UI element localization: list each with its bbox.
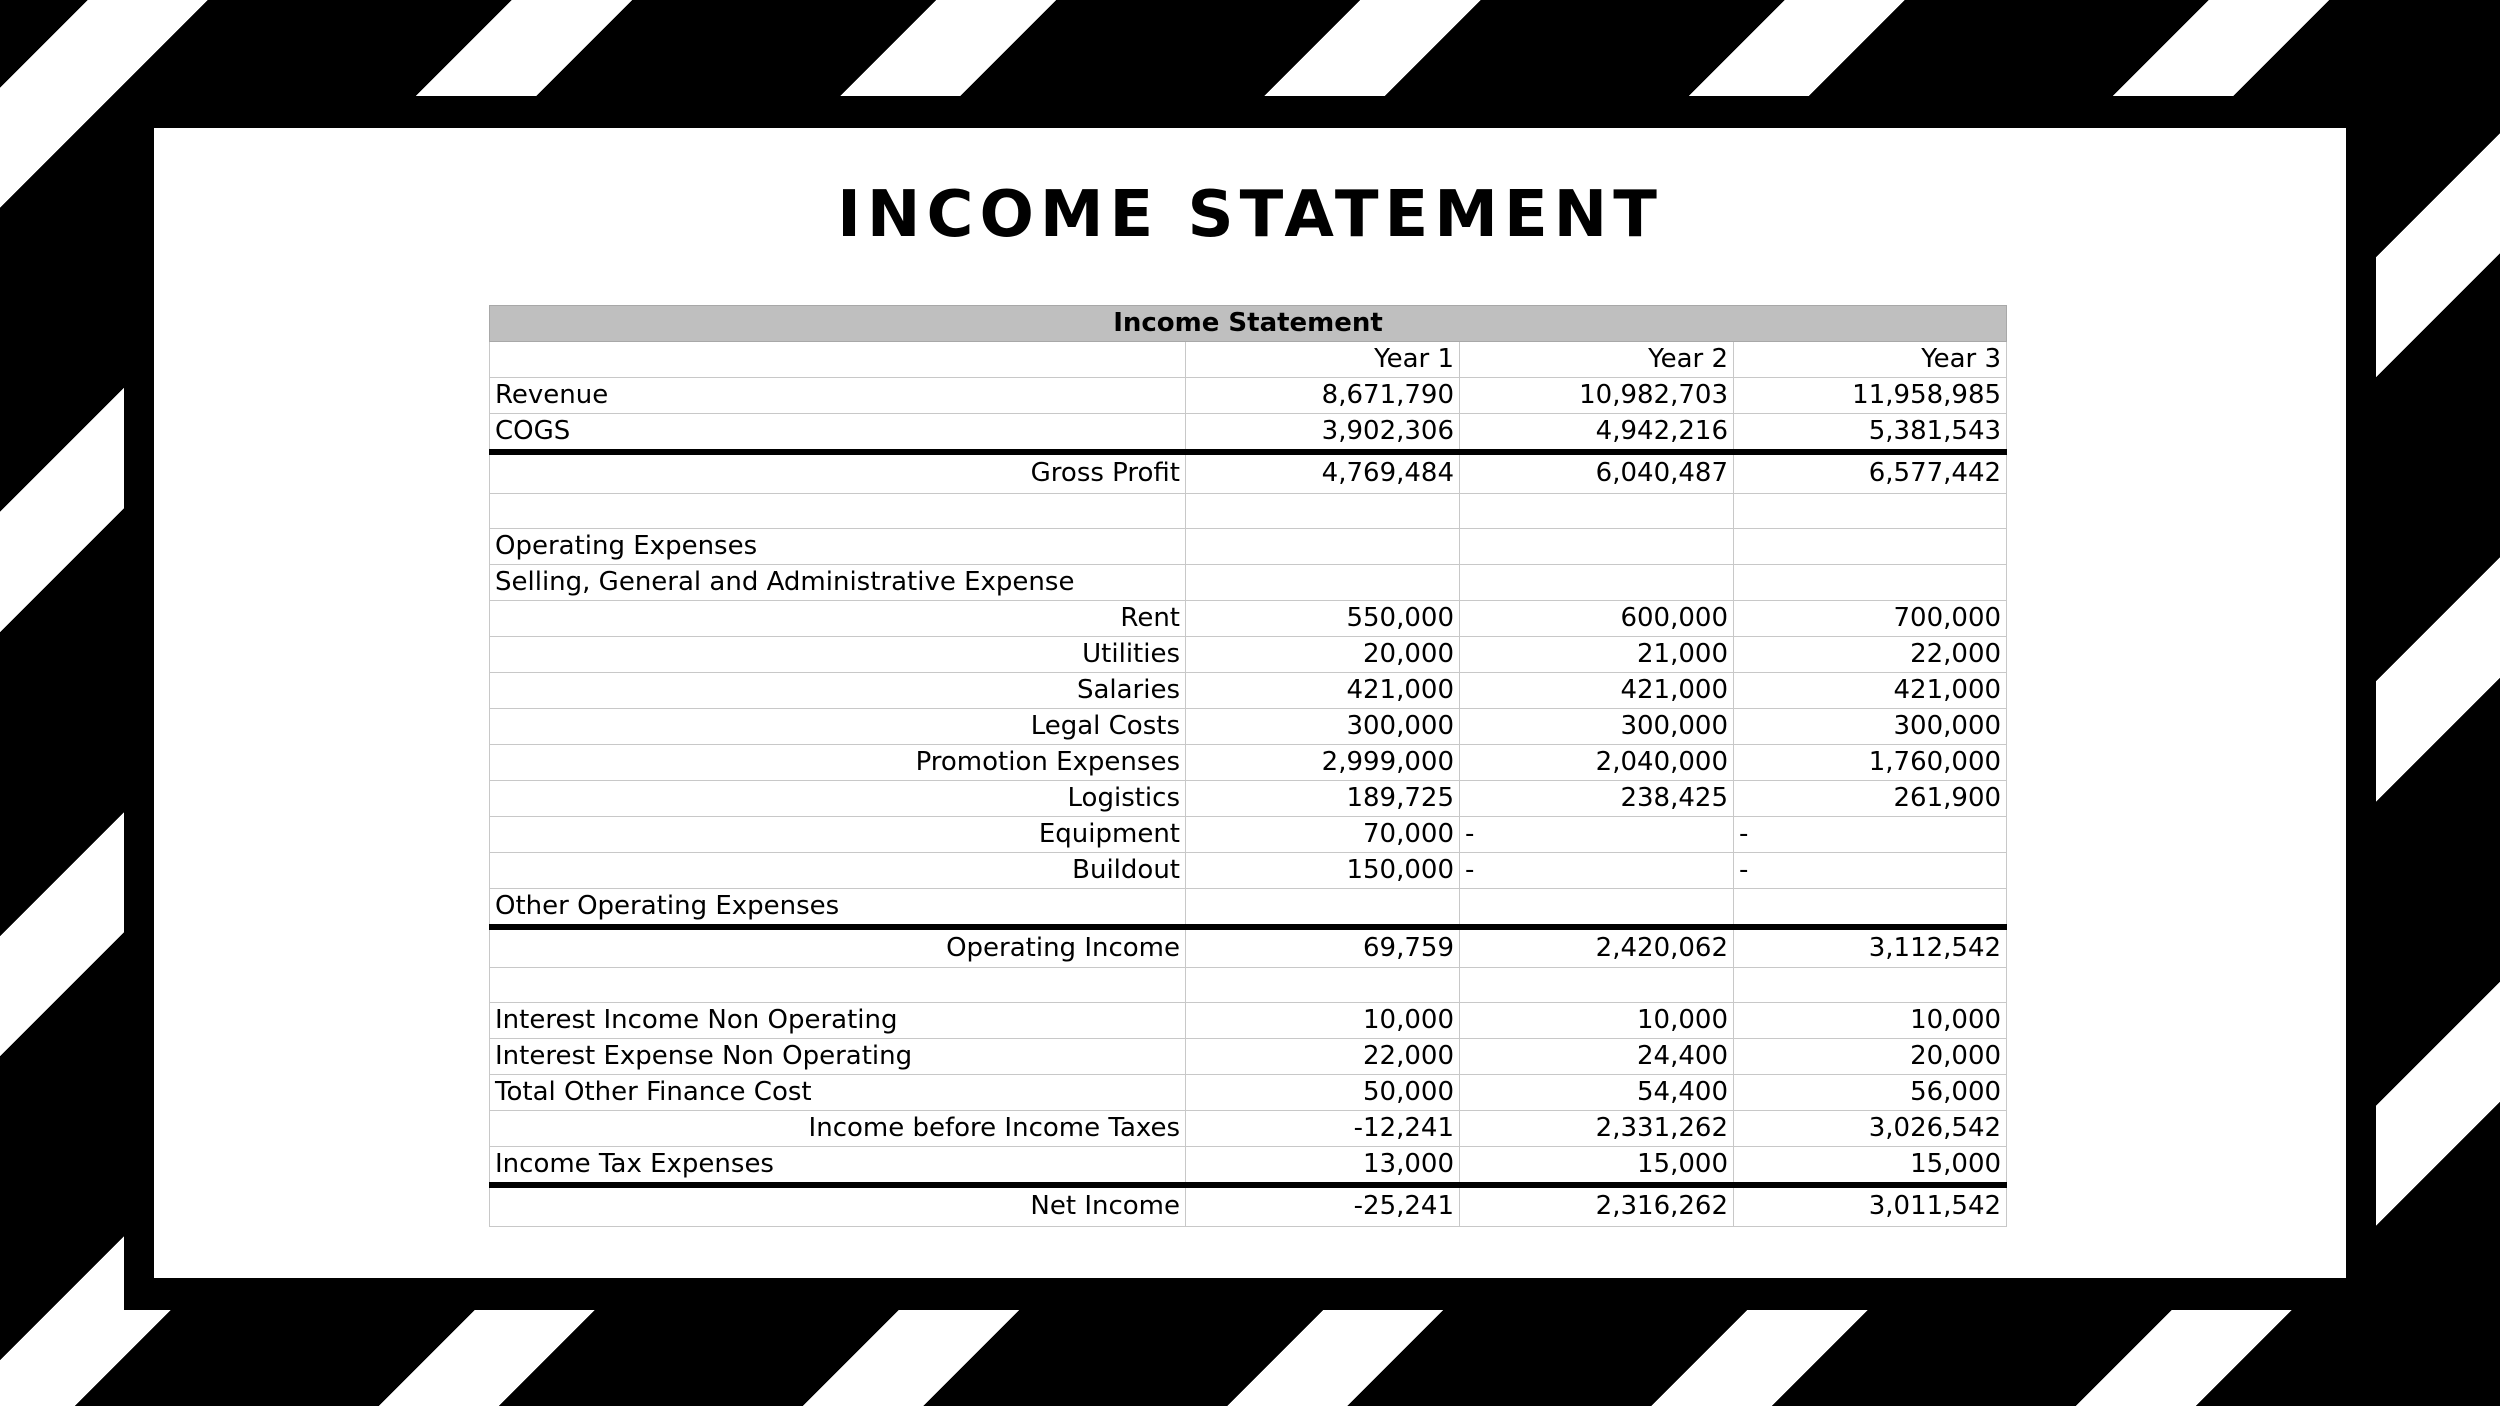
value-cell [1734,564,2007,600]
value-cell [1186,888,1460,927]
value-cell: 50,000 [1186,1075,1460,1111]
row-label: Net Income [490,1185,1186,1226]
value-cell: 189,725 [1186,780,1460,816]
table-caption-row [490,306,2007,342]
table-row [490,528,2007,564]
value-cell: 6,040,487 [1460,452,1734,493]
header-cell: Year 3 [1734,342,2007,378]
table-row [490,708,2007,744]
value-cell: 21,000 [1460,636,1734,672]
value-cell: 10,982,703 [1460,378,1734,414]
value-cell: 20,000 [1734,1039,2007,1075]
value-cell [1734,528,2007,564]
table-row [490,452,2007,493]
row-label: Revenue [490,378,1186,414]
value-cell: 11,958,985 [1734,378,2007,414]
value-cell: 10,000 [1734,1003,2007,1039]
row-label: Income before Income Taxes [490,1111,1186,1147]
value-cell: 2,420,062 [1460,927,1734,968]
value-cell: 70,000 [1186,816,1460,852]
table-row [490,744,2007,780]
row-label: Buildout [490,852,1186,888]
row-label: Interest Income Non Operating [490,1003,1186,1039]
value-cell [1460,528,1734,564]
value-cell: 20,000 [1186,636,1460,672]
table-row [490,888,2007,927]
value-cell: - [1734,852,2007,888]
value-cell: 421,000 [1460,672,1734,708]
table-row [490,816,2007,852]
row-label: Utilities [490,636,1186,672]
value-cell: 6,577,442 [1734,452,2007,493]
value-cell: 700,000 [1734,600,2007,636]
value-cell: 238,425 [1460,780,1734,816]
row-label: Logistics [490,780,1186,816]
value-cell: 22,000 [1734,636,2007,672]
value-cell [1734,888,2007,927]
row-label: Salaries [490,672,1186,708]
table-header-row [490,342,2007,378]
table-row [490,1003,2007,1039]
table-row [490,968,2007,1003]
value-cell: 600,000 [1460,600,1734,636]
value-cell: 3,902,306 [1186,414,1460,453]
value-cell: 300,000 [1734,708,2007,744]
table-row [490,378,2007,414]
value-cell [1460,888,1734,927]
value-cell [1186,968,1460,1003]
value-cell: 15,000 [1460,1147,1734,1186]
header-cell [490,342,1186,378]
value-cell: 8,671,790 [1186,378,1460,414]
value-cell: 4,769,484 [1186,452,1460,493]
row-label: Operating Income [490,927,1186,968]
value-cell: 22,000 [1186,1039,1460,1075]
value-cell: 3,026,542 [1734,1111,2007,1147]
table-row [490,780,2007,816]
row-label [490,968,1186,1003]
row-label: Equipment [490,816,1186,852]
value-cell: 56,000 [1734,1075,2007,1111]
value-cell: 3,011,542 [1734,1185,2007,1226]
row-label: Other Operating Expenses [490,888,1186,927]
row-label: Total Other Finance Cost [490,1075,1186,1111]
row-label: Income Tax Expenses [490,1147,1186,1186]
table-row [490,1147,2007,1186]
header-cell: Year 1 [1186,342,1460,378]
value-cell: 261,900 [1734,780,2007,816]
value-cell [1186,493,1460,528]
value-cell [1460,564,1734,600]
value-cell: - [1734,816,2007,852]
row-label: COGS [490,414,1186,453]
value-cell: 2,999,000 [1186,744,1460,780]
table-row [490,493,2007,528]
value-cell: -12,241 [1186,1111,1460,1147]
value-cell: - [1460,852,1734,888]
value-cell: 2,331,262 [1460,1111,1734,1147]
row-label: Promotion Expenses [490,744,1186,780]
table-row [490,414,2007,453]
row-label: Selling, General and Administrative Expense [490,564,1186,600]
value-cell: 69,759 [1186,927,1460,968]
value-cell: 54,400 [1460,1075,1734,1111]
value-cell: 3,112,542 [1734,927,2007,968]
table-row [490,852,2007,888]
value-cell: -25,241 [1186,1185,1460,1226]
value-cell: 2,040,000 [1460,744,1734,780]
value-cell: 10,000 [1186,1003,1460,1039]
value-cell: 2,316,262 [1460,1185,1734,1226]
value-cell [1186,528,1460,564]
value-cell [1460,968,1734,1003]
row-label: Interest Expense Non Operating [490,1039,1186,1075]
value-cell: 300,000 [1460,708,1734,744]
value-cell [1734,968,2007,1003]
value-cell: 1,760,000 [1734,744,2007,780]
table-row [490,600,2007,636]
table-caption: Income Statement [490,306,2007,342]
table-row [490,564,2007,600]
table-row [490,636,2007,672]
value-cell [1186,564,1460,600]
value-cell: 24,400 [1460,1039,1734,1075]
value-cell: 13,000 [1186,1147,1460,1186]
value-cell: 4,942,216 [1460,414,1734,453]
table-row [490,1111,2007,1147]
table-row [490,672,2007,708]
row-label [490,493,1186,528]
value-cell: 300,000 [1186,708,1460,744]
header-cell: Year 2 [1460,342,1734,378]
value-cell [1460,493,1734,528]
row-label: Legal Costs [490,708,1186,744]
row-label: Gross Profit [490,452,1186,493]
table-row [490,1185,2007,1226]
value-cell: 421,000 [1734,672,2007,708]
value-cell [1734,493,2007,528]
table-row [490,1075,2007,1111]
income-statement-table [489,305,2007,1227]
table-row [490,927,2007,968]
page-title: INCOME STATEMENT [837,178,1663,252]
value-cell: 421,000 [1186,672,1460,708]
value-cell: 150,000 [1186,852,1460,888]
value-cell: 5,381,543 [1734,414,2007,453]
row-label: Operating Expenses [490,528,1186,564]
value-cell: 550,000 [1186,600,1460,636]
value-cell: 15,000 [1734,1147,2007,1186]
row-label: Rent [490,600,1186,636]
value-cell: 10,000 [1460,1003,1734,1039]
table-body [490,378,2007,1227]
value-cell: - [1460,816,1734,852]
table-row [490,1039,2007,1075]
